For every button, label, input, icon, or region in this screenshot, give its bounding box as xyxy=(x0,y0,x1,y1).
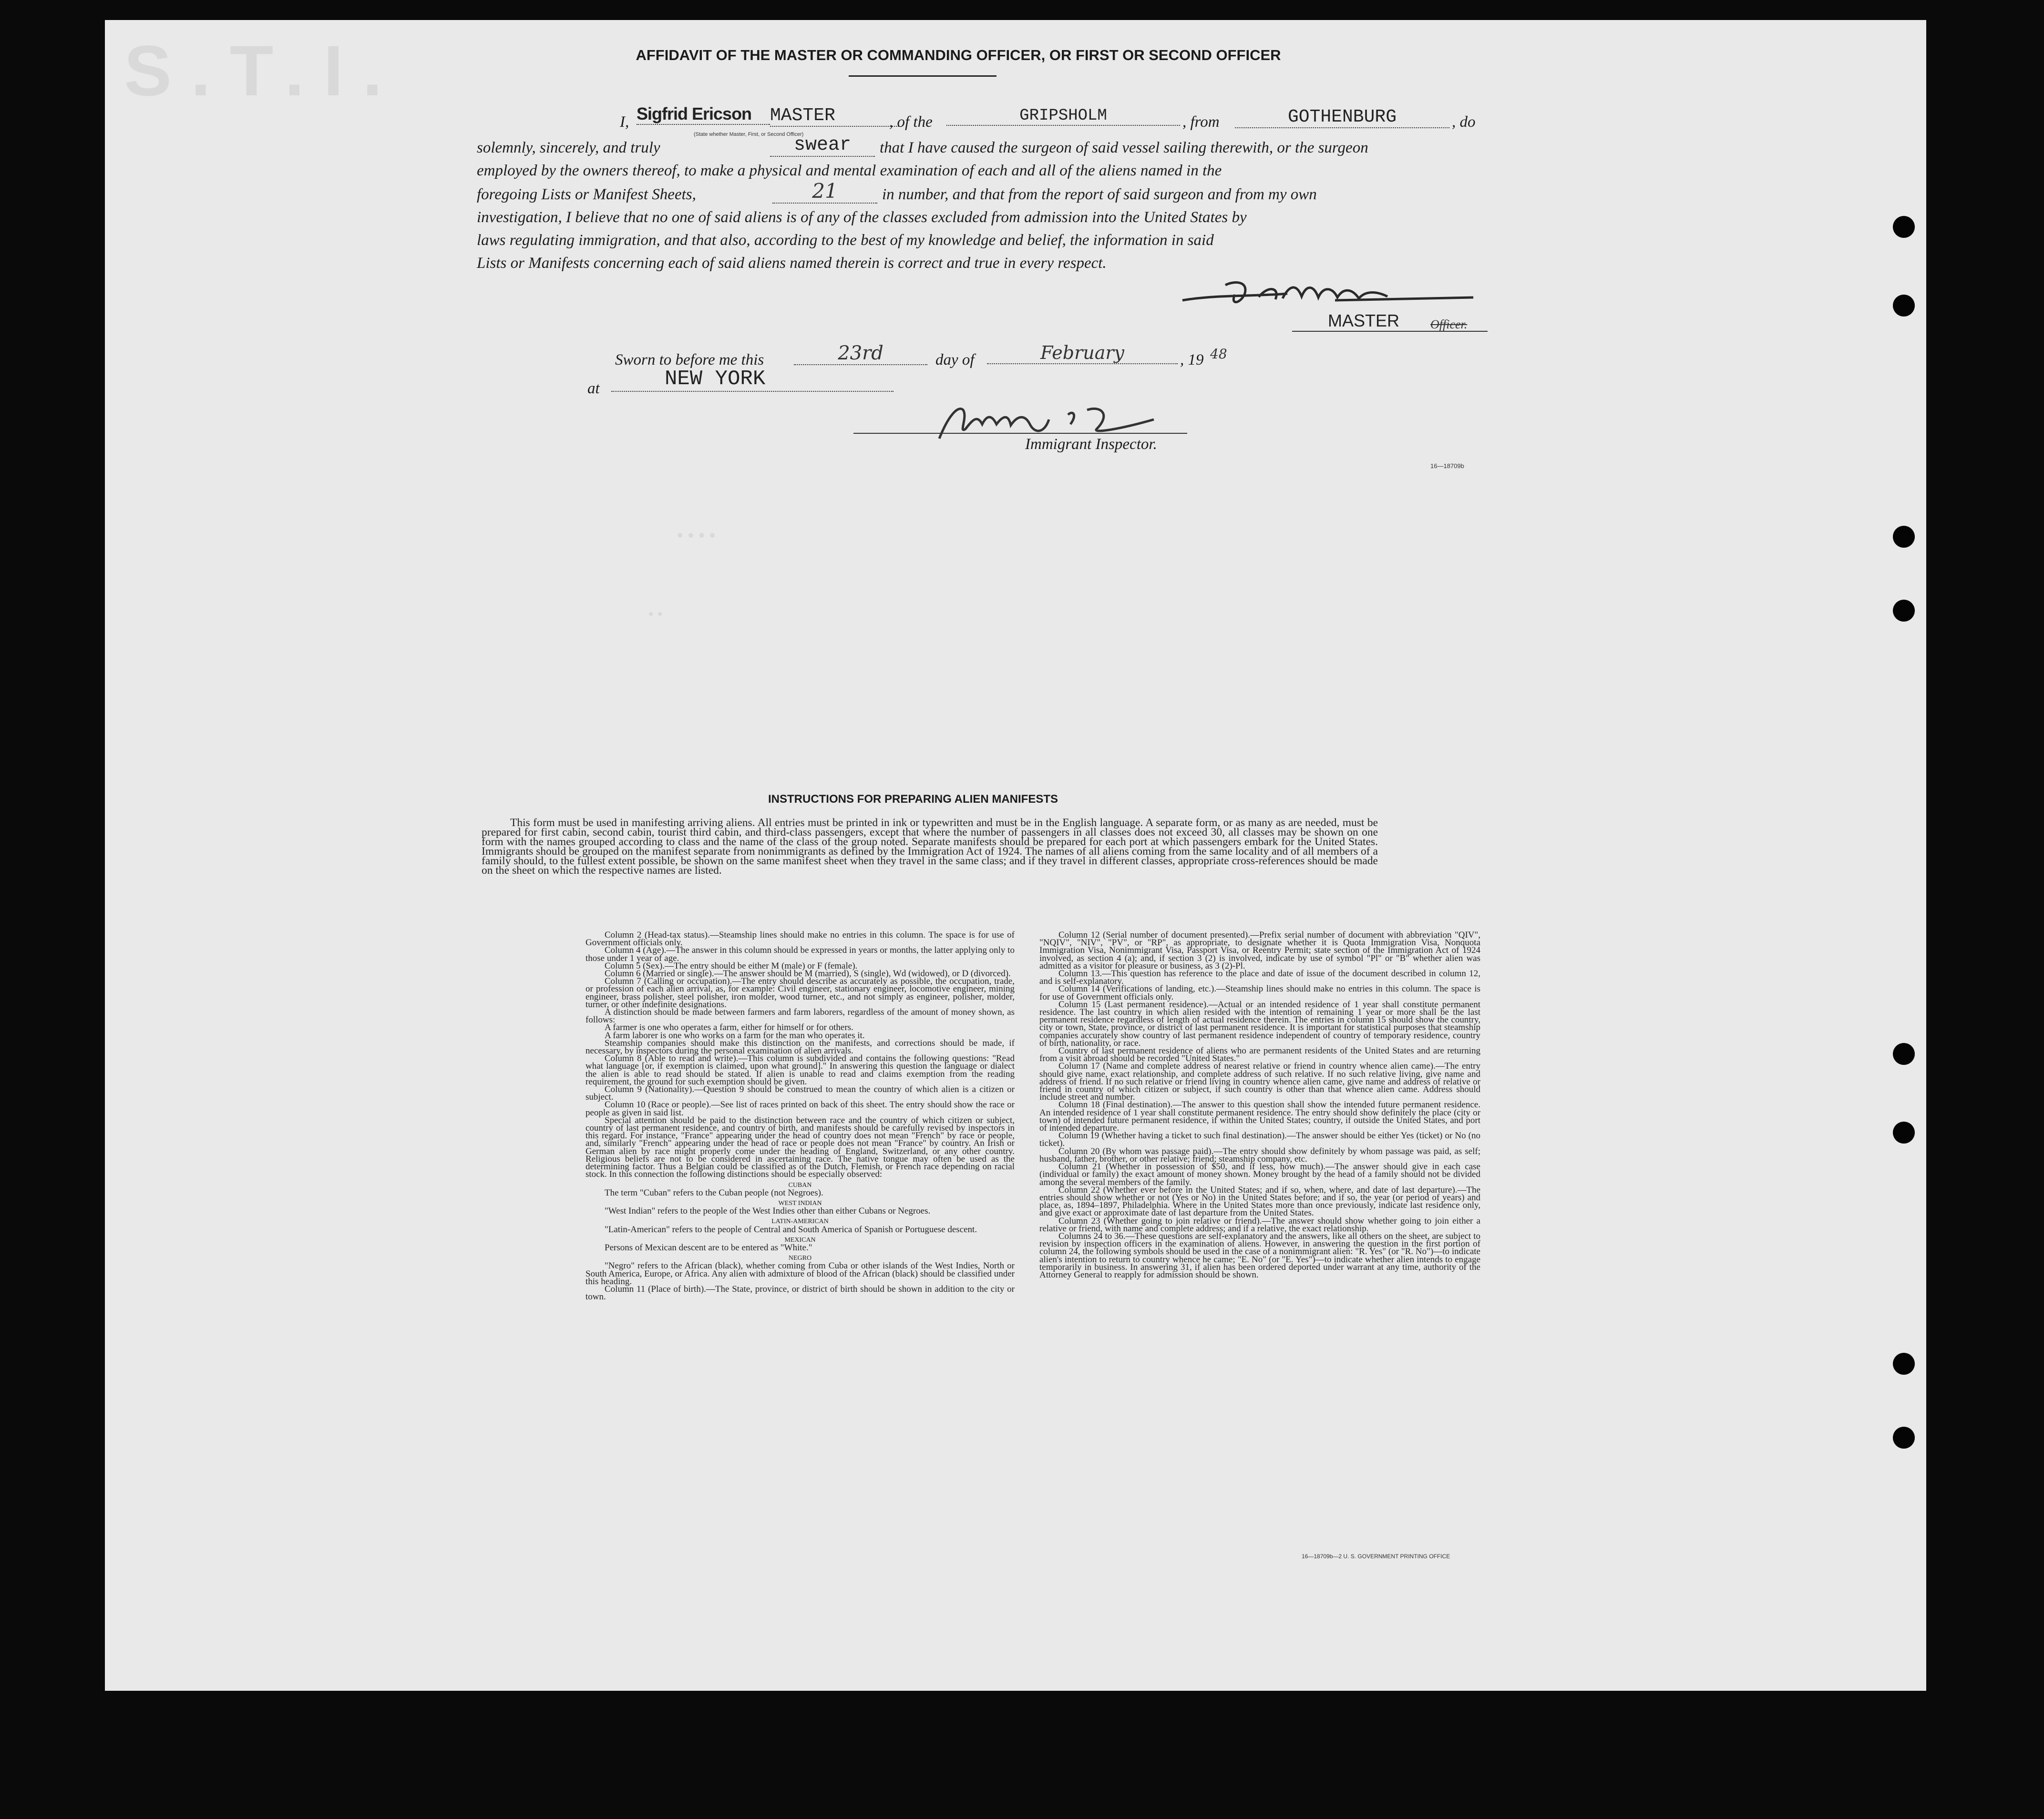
west-indian-text: "West Indian" refers to the people of the West Indies other than either Cubans or Negroes. xyxy=(605,1206,931,1216)
of-the-text: , of the xyxy=(889,113,933,131)
instruction-paragraph: Column 17 (Name and complete address of nearest relative or friend in country whence alien came).—The entry should give name, exact relationship, and complete address of such relative. If no such relative living, give name and address of friend. If no such relative or friend living in country whence alien came, give name and address of relative or friend in country of which citizen or subject, if such country is other than that whence alien came. Address should include street and number. xyxy=(1039,1061,1480,1103)
bleed-through-mark: • • • • xyxy=(677,525,716,545)
sworn-month: February xyxy=(987,342,1178,364)
instructions-intro xyxy=(482,818,1378,875)
column-11-text: Column 11 (Place of birth).—The State, province, or district of birth should be shown in addition to the city or town. xyxy=(585,1284,1015,1302)
mexican-text: Persons of Mexican descent are to be entered as "White." xyxy=(605,1242,812,1253)
solemnly-text: solemnly, sincerely, and truly xyxy=(477,139,660,156)
instruction-paragraph: Column 4 (Age).—The answer in this column should be expressed in years or months, the latter applying only to those under 1 year of age. xyxy=(585,945,1015,963)
mexican-heading: MEXICAN xyxy=(784,1236,816,1244)
punch-hole xyxy=(1893,1353,1915,1375)
instructions-title: INSTRUCTIONS FOR PREPARING ALIEN MANIFESTS xyxy=(768,793,1058,806)
master-rank: MASTER xyxy=(770,105,899,127)
year-prefix: , 19 xyxy=(1180,351,1204,368)
instruction-paragraph: Column 2 (Head-tax status).—Steamship lines should make no entries in this column. The space is for use of Government officials only. xyxy=(585,930,1015,948)
instruction-paragraph: Column 13.—This question has reference to the place and date of issue of the document described in column 12, and is self-explanatory. xyxy=(1039,969,1480,987)
bleed-through-marks: S.T.I. xyxy=(124,31,401,111)
negro-heading: NEGRO xyxy=(788,1255,812,1262)
instruction-paragraph: Column 23 (Whether going to join relative or friend).—The answer should show whether going to join either a relative or friend, with name and complete address; and if a relative, the exact relationship. xyxy=(1039,1216,1480,1234)
punch-hole xyxy=(1893,1122,1915,1144)
instruction-paragraph: Column 14 (Verifications of landing, etc.).—Steamship lines should make no entries in this column. The space is for use of Government officials only. xyxy=(1039,984,1480,1002)
master-signature xyxy=(1178,276,1483,314)
instruction-paragraph: Column 22 (Whether ever before in the United States; and if so, when, where, and date of last departure).—The entries should show whether or not (Yes or No) in the United States before; and if so, the year (or period of years) and place, as, 1894–1897, Philadelphia. Where in the United States more than once previously, indicate last residence only, and give exact or approximate date of last departure from the United States. xyxy=(1039,1185,1480,1218)
signature-rank: MASTER xyxy=(1328,311,1400,330)
instruction-paragraph: Column 8 (Able to read and write).—This column is subdivided and contains the following questions: "Read what language [or, if exemption is claimed, upon what ground]." In answering this question the language or dialect the alien is able to read should be stated. If alien is unable to read and claims exemption from the reading requirement, the ground for such exemption should be given. xyxy=(585,1053,1015,1087)
form-number: 16—18709b xyxy=(1430,462,1464,470)
master-name: Sigfrid Ericson xyxy=(637,104,770,125)
instruction-paragraph: Steamship companies should make this distinction on the manifests, and corrections should be made, if necessary, by inspectors during the personal examination of alien arrivals. xyxy=(585,1038,1015,1056)
punch-hole xyxy=(1893,295,1915,317)
instruction-paragraph: Column 7 (Calling or occupation).—The entry should describe as accurately as possible, the occupation, trade, or profession of each alien arrival, as, for example: Civil engineer, stationary engineer, locomotive engineer, mining engineer, brass polisher, steel polisher, iron molder, wood turner, etc., and not simply as engineer, polisher, molder, turner, or other indefinite designations. xyxy=(585,976,1015,1010)
at-text: at xyxy=(587,380,600,397)
punch-hole xyxy=(1893,600,1915,622)
instruction-paragraph: Column 18 (Final destination).—The answer to this question shall show the intended future permanent residence. An intended residence of 1 year shall constitute permanent residence. The entry should show definitely the place (city or town) of intended future permanent residence, if within the United States; country, if outside the United States, and port of intended departure. xyxy=(1039,1100,1480,1134)
west-indian-heading: WEST INDIAN xyxy=(778,1199,822,1207)
sworn-text: Sworn to before me this xyxy=(615,351,764,368)
instruction-paragraph: Column 9 (Nationality).—Question 9 should be construed to mean the country of which alien is a citizen or subject. xyxy=(585,1084,1015,1103)
instruction-paragraph: Column 12 (Serial number of document presented).—Prefix serial number of document with abbreviation "QIV", "NQIV", "NIV", "PV", or "RP", as appropriate, to designate whether it is Quota Immigration Visa, Nonquota Immigration Visa, Nonimmigrant Visa, Passport Visa, or Reentry Permit; state section of the Immigration Act of 1924 involved, as section 4 (a); and, if section 3 (2) is involved, indicate by use of symbol "Pl" or "B" whether alien was admitted as a visitor for pleasure or business, as 3 (2)-Pl. xyxy=(1039,930,1480,971)
in-number-text: in number, and that from the report of said surgeon and from my own xyxy=(882,186,1317,203)
punch-hole xyxy=(1893,216,1915,238)
from-text: , from xyxy=(1182,113,1220,131)
inspector-line xyxy=(853,433,1187,434)
affidavit-i: I, xyxy=(620,113,629,131)
instruction-paragraph: Column 6 (Married or single).—The answer should be M (married), S (single), Wd (widowed), or D (divorced). xyxy=(605,969,1011,979)
latin-american-text: "Latin-American" refers to the people of Central and South America of Spanish or Portuguese descent. xyxy=(605,1224,977,1235)
manifest-sheets-text: foregoing Lists or Manifest Sheets, xyxy=(477,186,696,203)
affidavit-line-5: investigation, I believe that no one of said aliens is of any of the classes excluded from admission into the United States by xyxy=(477,209,1247,226)
caused-surgeon-text: that I have caused the surgeon of said vessel sailing therewith, or the surgeon xyxy=(880,139,1368,156)
affidavit-line-7: Lists or Manifests concerning each of said aliens named therein is correct and true in every respect. xyxy=(477,255,1107,272)
punch-hole xyxy=(1893,1043,1915,1065)
printing-office-footer: 16—18709b—2 U. S. GOVERNMENT PRINTING OFFICE xyxy=(1302,1553,1450,1560)
instruction-paragraph: Column 10 (Race or people).—See list of races printed on back of this sheet. The entry should show the race or people as given in said list. xyxy=(585,1100,1015,1118)
inspector-title: Immigrant Inspector. xyxy=(1025,436,1157,453)
departure-port: GOTHENBURG xyxy=(1235,107,1449,128)
negro-text: "Negro" refers to the African (black), whether coming from Cuba or other islands of the West Indies, North or South America, Europe, or Africa. Any alien with admixture of blood of the African (black) should be classified under this heading. xyxy=(585,1261,1015,1287)
instruction-paragraph: Columns 24 to 36.—These questions are self-explanatory and the answers, like all others on the sheet, are subject to revision by inspection officers in the examination of aliens. However, in answering the question in the first portion of column 24, the following symbols should be used in the case of a nonimmigrant alien: "R. Yes" (or "R. No")—to indicate alien's intention to return to country whence he came; "E. No" (or "E. Yes")—to indicate whether alien intends to engage temporarily in business. In answering 31, if alien has been ordered deported under warrant at any time, authority of the Attorney General to reapply for admission should be shown. xyxy=(1039,1231,1480,1280)
instruction-paragraph: A farmer is one who operates a farm, either for himself or for others. xyxy=(605,1022,853,1033)
instruction-paragraph: Column 5 (Sex).—The entry should be either M (male) or F (female). xyxy=(605,961,858,971)
bleed-through-mark: • • xyxy=(648,606,663,622)
cuban-text: The term "Cuban" refers to the Cuban people (not Negroes). xyxy=(605,1187,823,1198)
do-text: , do xyxy=(1452,113,1476,131)
title-underline xyxy=(849,75,996,77)
affidavit-line-4 xyxy=(477,179,1485,204)
day-of-text: day of xyxy=(935,351,975,368)
affidavit-line-6: laws regulating immigration, and that also, according to the best of my knowledge and belief, the information in said xyxy=(477,232,1214,249)
sworn-year: 48 xyxy=(1210,346,1227,362)
sheet-count: 21 xyxy=(772,179,877,204)
instruction-paragraph: Column 15 (Last permanent residence).—Actual or an intended residence of 1 year shall constitute permanent residence. The last country in which alien resided with the intention of remaining 1 year or more shall be the last permanent residence regardless of length of actual residence therein. The entries in column 15 should show the country, city or town, State, province, or district of last permanent residence. It is important for statistical purposes that steamship companies accurately show country of last permanent residence independent of country of temporary residence, country of birth, nationality, or race. xyxy=(1039,999,1480,1048)
instructions-right-column xyxy=(1039,931,1480,1279)
cuban-heading: CUBAN xyxy=(788,1181,812,1189)
vessel-name: GRIPSHOLM xyxy=(946,107,1180,126)
instruction-paragraph: A distinction should be made between farmers and farm laborers, regardless of the amount of money shown, as follows: xyxy=(585,1007,1015,1025)
affidavit-line-3: employed by the owners thereof, to make a physical and mental examination of each and all of the aliens named in the xyxy=(477,162,1222,179)
instruction-paragraph: Column 20 (By whom was passage paid).—The entry should show definitely by whom passage was paid, as self; husband, father, brother, or other relative; friend; steamship company, etc. xyxy=(1039,1146,1480,1164)
instruction-paragraph: A farm laborer is one who works on a farm for the man who operates it. xyxy=(605,1030,865,1041)
punch-hole xyxy=(1893,526,1915,548)
instruction-paragraph: Country of last permanent residence of aliens who are permanent residents of the United States and are returning from a visit abroad should be recorded "United States." xyxy=(1039,1046,1480,1064)
sworn-day: 23rd xyxy=(794,342,927,365)
instruction-paragraph: Column 19 (Whether having a ticket to such final destination).—The answer should be either Yes (ticket) or No (no ticket). xyxy=(1039,1131,1480,1149)
rank-caption: (State whether Master, First, or Second Officer) xyxy=(694,132,804,137)
instruction-paragraph: Special attention should be paid to the distinction between race and the country of which citizen or subject, country of last permanent residence, and country of birth, and manifests should be carefully revised by inspectors in this regard. For instance, "France" appearing under the head of country does not mean "French" by race or people, and, similarly "French" appearing under the head of race or people does not mean "France" by country. An Irish or German alien by race might properly come under the heading of England, Switzerland, or any other country. Religious beliefs are not to be considered in ascertaining race. The native tongue may often be used as the determining factor. Thus a Belgian could be classified as of the Dutch, Flemish, or French race depending on racial stock. In this connection the following distinctions should be especially observed: xyxy=(585,1115,1015,1180)
sworn-place: NEW YORK xyxy=(611,367,894,392)
instructions-left-column xyxy=(585,931,1015,1301)
intro-text: This form must be used in manifesting arriving aliens. All entries must be printed in ink or typewritten and must be in the English language. A separate form, or as many as are needed, must be prepared for first cabin, second cabin, tourist third cabin, and third-class passengers, except that where the number of passengers in all classes does not exceed 30, all classes may be shown on one form with the names grouped according to class and the name of the class of the group noted. Separate manifests should be prepared for each port at which passengers embark for the United States. Immigrants should be grouped on the manifest separate from nonimmigrants as defined by the Immigration Act of 1924. The names of all aliens coming from the same locality and of all members of a family should, to the fullest extent possible, be shown on the same manifest sheet when they travel in the same class; and if they travel in different classes, appropriate cross-references should be made on the sheet on which the respective names are listed. xyxy=(482,817,1378,877)
latin-american-heading: LATIN-AMERICAN xyxy=(771,1218,829,1226)
officer-struck: Officer. xyxy=(1430,317,1468,331)
instruction-paragraph: Column 21 (Whether in possession of $50, and if less, how much).—The answer should give in each case (individual or family) the exact amount of money shown. Money brought by the head of a family should not be divided among the several members of the family. xyxy=(1039,1162,1480,1187)
affidavit-title: AFFIDAVIT OF THE MASTER OR COMMANDING OFFICER, OR FIRST OR SECOND OFFICER xyxy=(636,47,1281,63)
punch-hole xyxy=(1893,1427,1915,1449)
swear-field: swear xyxy=(770,134,875,157)
